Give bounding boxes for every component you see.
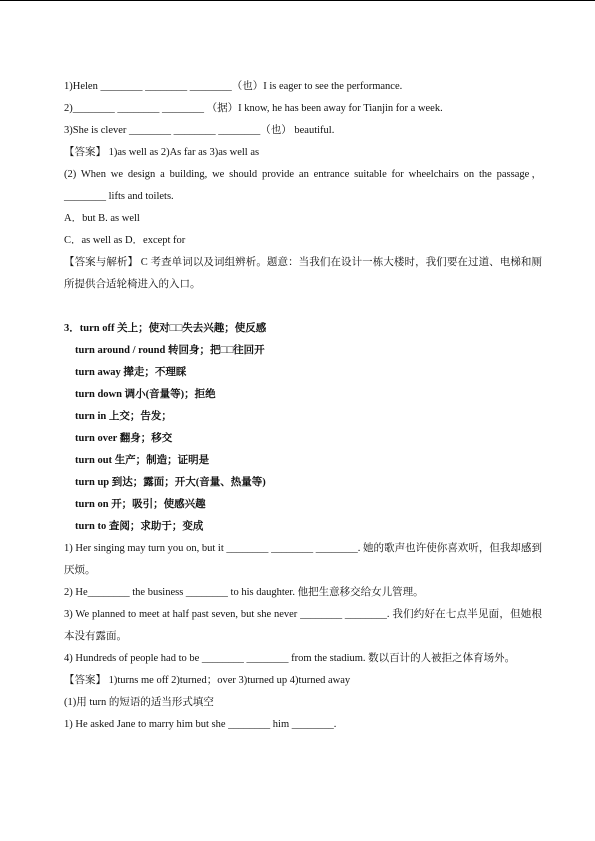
phrase-term: turn around / round	[75, 345, 166, 356]
phrase-term: turn out	[75, 455, 113, 466]
phrase-item	[64, 450, 542, 472]
section-gap	[64, 296, 542, 318]
phrase-term: turn over	[75, 433, 118, 444]
phrase-item	[64, 516, 542, 538]
phrase-item	[64, 384, 542, 406]
phrase-term: turn away	[75, 367, 121, 378]
exercise2-options-cd: C．as well as D．except for	[64, 235, 186, 246]
phrase-term: turn to	[75, 521, 107, 532]
phrase-term: turn on	[75, 499, 109, 510]
section3-answer: 【答案】 1)turns me off 2)turned；over 3)turned up 4)turned away	[64, 675, 351, 686]
phrase-meaning: 转回身；把□□往回开	[165, 345, 265, 356]
phrase-meaning: 开；吸引；使感兴趣	[108, 499, 206, 510]
example-sentence-3: 3) We planned to meet at half past seven, but she never ________ ________. 我们约好在七点半见面，但她根本没有露面。	[64, 609, 542, 642]
phrase-item	[64, 406, 542, 428]
phrase-term: turn in	[75, 411, 107, 422]
phrase-item	[64, 472, 542, 494]
exercise1-answer: 【答案】 1)as well as 2)As far as 3)as well as	[64, 147, 260, 158]
phrase-meaning: 到达；露面；开大(音量、热量等)	[109, 477, 266, 488]
example-sentence-4: 4) Hundreds of people had to be ________ ________ from the stadium. 数以百计的人被拒之体育场外。	[64, 653, 516, 664]
phrase-meaning: 上交；告发；	[106, 411, 172, 422]
header-rule	[0, 0, 595, 1]
exercise1-q1: 1)Helen ________ ________ ________（也）I is eager to see the performance.	[64, 81, 403, 92]
phrase-meaning: 翻身；移交	[117, 433, 173, 444]
exercise2-question: (2) When we design a building, we should provide an entrance suitable for wheelchairs on the passage，________ lifts and toilets.	[64, 169, 542, 202]
example-sentence-2: 2) He________ the business ________ to his daughter. 他把生意移交给女儿管理。	[64, 587, 424, 598]
phrase-term: turn up	[75, 477, 110, 488]
phrase-meaning: 查阅；求助于；变成	[106, 521, 204, 532]
example-sentence-1: 1) Her singing may turn you on, but it ________ ________ ________. 她的歌声也许使你喜欢听，但我却感到厌烦。	[64, 543, 542, 576]
phrase-item	[64, 494, 542, 516]
phrase-item	[64, 428, 542, 450]
phrase-meaning: 撵走；不理睬	[120, 367, 187, 378]
phrase-meaning: 关上；使对□□失去兴趣；使反感	[114, 323, 267, 334]
phrase-meaning: 调小(音量等)；拒绝	[121, 389, 216, 400]
exercise2-options-ab: A．but B. as well	[64, 213, 140, 224]
document-body	[64, 76, 542, 736]
phrase-item	[64, 318, 542, 340]
exercise1-q3: 3)She is clever ________ ________ ________（也） beautiful.	[64, 125, 335, 136]
phrase-term: 3．turn off	[64, 323, 115, 334]
fill-in-title: (1)用 turn 的短语的适当形式填空	[64, 697, 214, 708]
exercise1-q2: 2)________ ________ ________ （据）I know, he has been away for Tianjin for a week.	[64, 103, 443, 114]
phrase-item	[64, 340, 542, 362]
phrase-meaning: 生产；制造；证明是	[112, 455, 210, 466]
phrase-term: turn down	[75, 389, 122, 400]
fill-in-question-1: 1) He asked Jane to marry him but she ________ him ________.	[64, 719, 337, 730]
exercise2-analysis: 【答案与解析】 C 考查单词以及词组辨析。题意：当我们在设计一栋大楼时，我们要在过道、电梯和厕所提供合适轮椅进入的入口。	[64, 257, 542, 290]
phrase-item	[64, 362, 542, 384]
